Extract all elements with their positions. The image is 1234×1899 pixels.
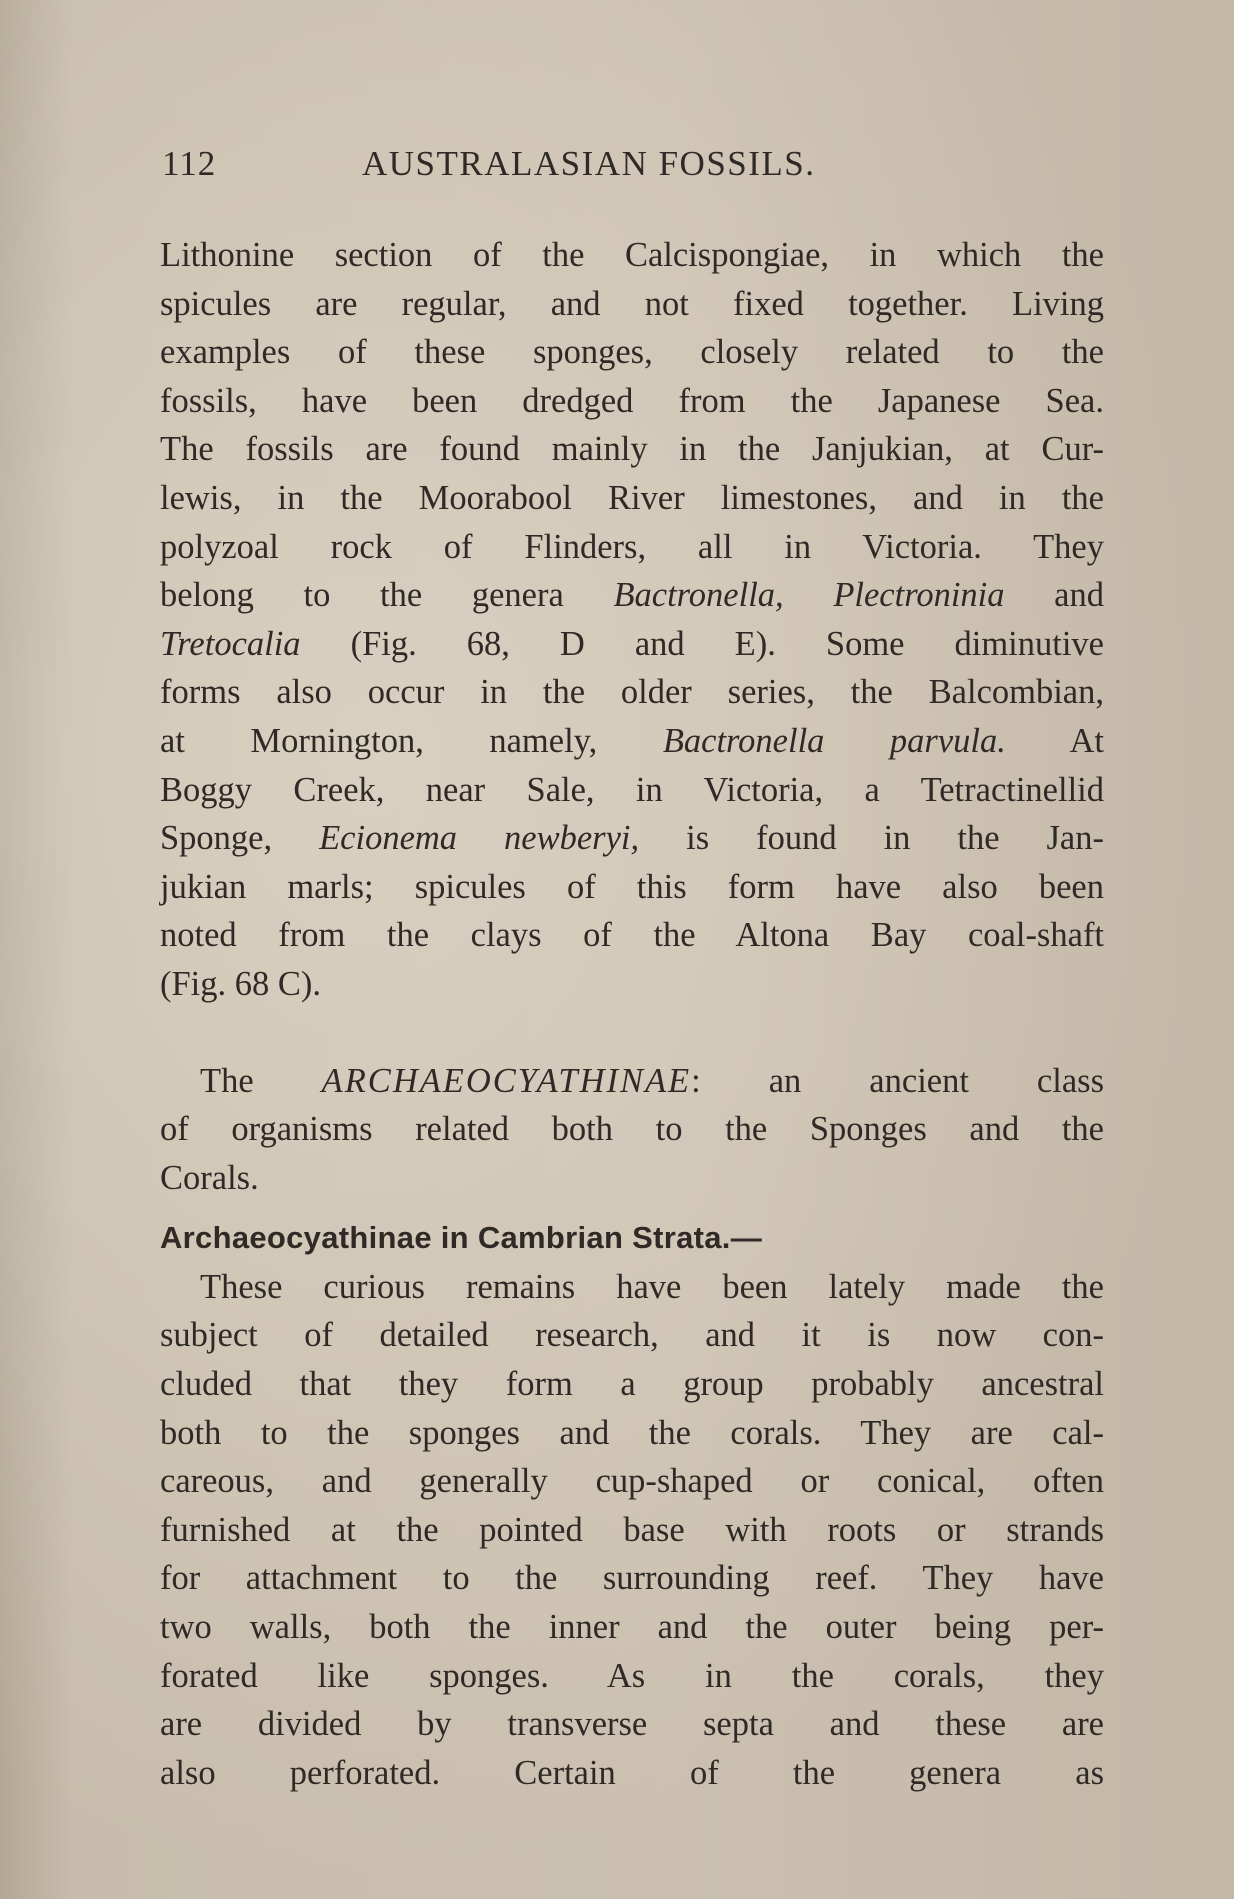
text-line: for attachment to the surrounding reef. They have [160,1559,1104,1598]
genus-name: Bactronella, Plectroninia [613,576,1005,615]
text-run: is found in the Jan- [639,819,1104,858]
species-name: Ecionema newberyi, [319,819,640,858]
running-head [162,144,1102,188]
text-line: These curious remains have been lately made the [200,1267,1104,1306]
text-line: are divided by transverse septa and these are [160,1705,1104,1744]
section-cambrian-strata [160,1214,1104,1797]
text-run: (Fig. 68, D and E). Some diminutive [300,624,1104,663]
paragraph-sponges [160,231,1104,1009]
text-line [160,1057,1104,1106]
text-line: of organisms related both to the Sponges and the [160,1110,1104,1149]
running-title: AUSTRALASIAN FOSSILS. [362,144,816,183]
text-line: (Fig. 68 C). [160,964,322,1003]
text-line [160,571,1104,620]
text-line: subject of detailed research, and it is now con- [160,1316,1104,1355]
text-line: Lithonine section of the Calcispongiae, in which the [160,236,1104,274]
text-line: The fossils are found mainly in the Janjukian, at Cur- [160,430,1104,469]
text-line: Corals. [160,1158,259,1197]
text-line [160,620,1104,669]
text-line: spicules are regular, and not fixed together. Living [160,284,1104,323]
text-line [160,717,1104,766]
genus-name: Tretocalia [160,624,301,663]
text-line: fossils, have been dredged from the Japanese Sea. [160,381,1104,420]
text-line: Boggy Creek, near Sale, in Victoria, a Tetractinellid [160,770,1104,809]
paragraph-gap [160,1202,1104,1214]
text-line: also perforated. Certain of the genera as [160,1753,1104,1792]
text-line: lewis, in the Moorabool River limestones, and in the [160,478,1104,517]
text-run: At [1005,721,1104,760]
text-line: furnished at the pointed base with roots or strands [160,1510,1104,1549]
text-line: jukian marls; spicules of this form have also been [160,867,1104,906]
text-line: careous, and generally cup-shaped or conical, often [160,1462,1104,1501]
text-line: forms also occur in the older series, the Balcombian, [160,673,1104,712]
text-line: forated like sponges. As in the corals, they [160,1656,1104,1695]
text-run: and [1004,576,1104,615]
text-line: cluded that they form a group probably ancestral [160,1365,1104,1404]
text-line: examples of these sponges, closely related to the [160,333,1104,372]
text-run: belong to the genera [160,576,614,615]
text-run: Sponge, [160,819,320,858]
text-line: polyzoal rock of Flinders, all in Victoria. They [160,527,1104,566]
text-run: at Mornington, namely, [160,721,663,760]
text-line: both to the sponges and the corals. They are cal- [160,1413,1104,1452]
page-number: 112 [162,144,217,183]
text-line: noted from the clays of the Altona Bay coal-shaft [160,916,1104,955]
species-name: Bactronella parvula. [662,721,1006,760]
paragraph-archaeocyathinae-intro [160,1057,1104,1203]
section-heading: Archaeocyathinae in Cambrian Strata.— [160,1220,763,1256]
text-run: : an ancient class [691,1061,1104,1100]
text-run: The [200,1061,322,1100]
text-line: two walls, both the inner and the outer being per- [160,1608,1104,1647]
body-text [160,231,1104,1797]
class-name: ARCHAEOCYATHINAE [321,1061,692,1100]
text-line [160,814,1104,863]
paragraph-gap [160,1009,1104,1057]
